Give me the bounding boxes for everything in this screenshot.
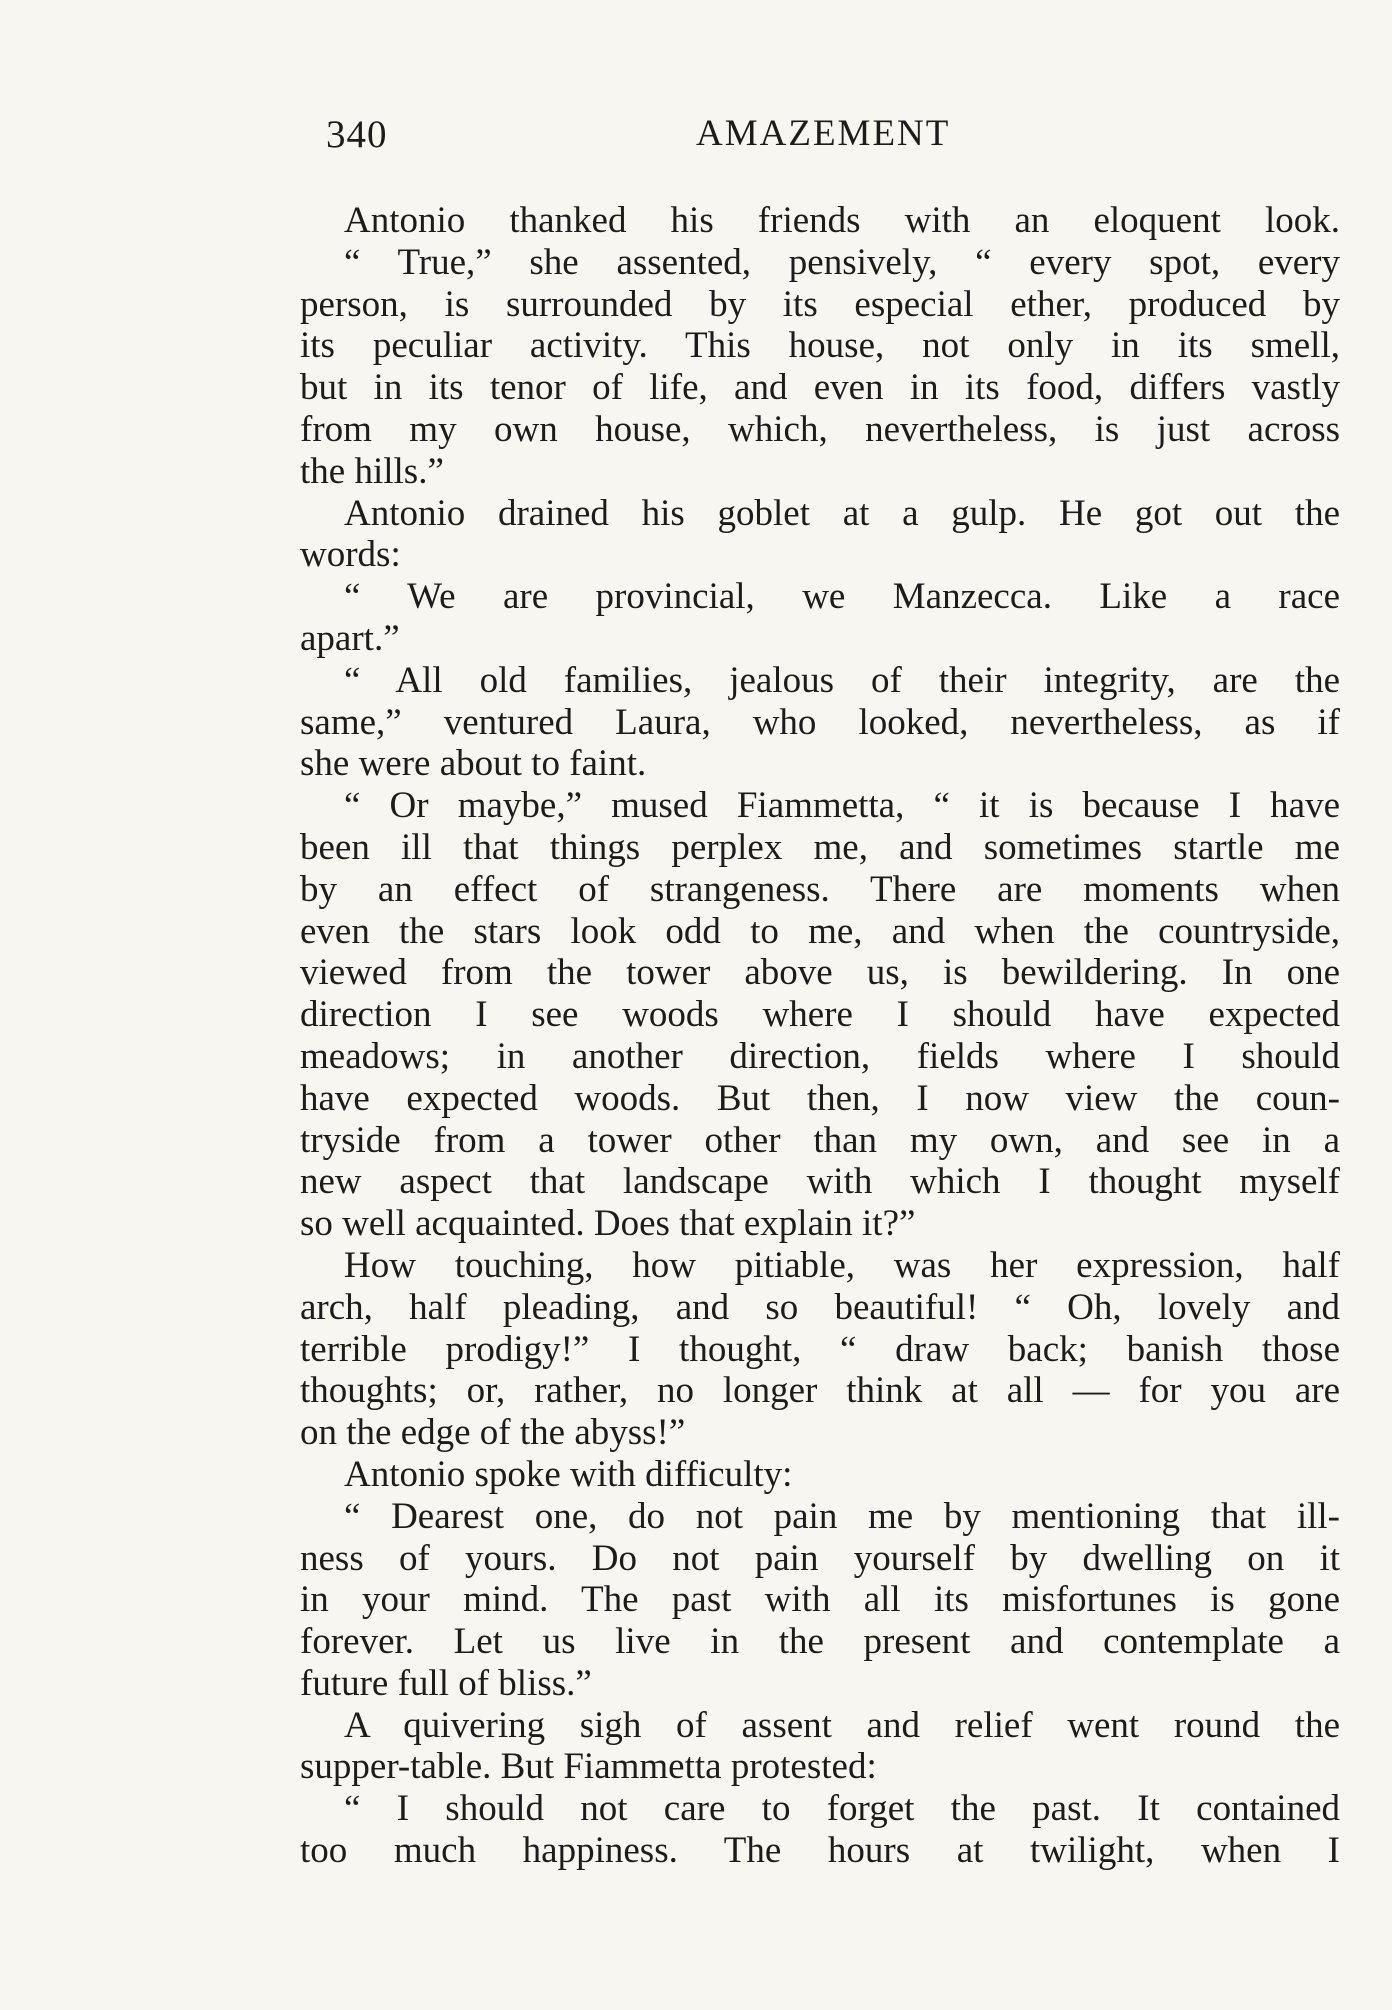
text-line: A quivering sigh of assent and relief went round the <box>344 1704 1340 1746</box>
text-line: new aspect that landscape with which I thought myself <box>300 1161 1340 1203</box>
text-line: “ I should not care to forget the past. It contained <box>344 1788 1340 1830</box>
text-line: terrible prodigy!” I thought, “ draw back; banish those <box>300 1328 1340 1370</box>
text-line: person, is surrounded by its especial ether, produced by <box>300 283 1340 325</box>
page-number: 340 <box>326 113 388 156</box>
text-line: too much happiness. The hours at twilight, when I <box>300 1830 1340 1872</box>
text-line: from my own house, which, nevertheless, is just across <box>300 408 1340 450</box>
text-line: ness of yours. Do not pain yourself by dwelling on it <box>300 1537 1340 1579</box>
text-line: tryside from a tower other than my own, and see in a <box>300 1119 1340 1161</box>
text-line: in your mind. The past with all its misfortunes is gone <box>300 1579 1340 1621</box>
text-line: arch, half pleading, and so beautiful! “ Oh, lovely and <box>300 1286 1340 1328</box>
text-line: she were about to faint. <box>300 743 647 785</box>
running-title: AMAZEMENT <box>696 113 951 154</box>
text-line: supper-table. But Fiammetta protested: <box>300 1746 877 1788</box>
text-line: even the stars look odd to me, and when the countryside, <box>300 910 1340 952</box>
text-line: meadows; in another direction, fields where I should <box>300 1035 1340 1077</box>
text-line: forever. Let us live in the present and contemplate a <box>300 1621 1340 1663</box>
running-header <box>300 112 1340 172</box>
text-line: “ Or maybe,” mused Fiammetta, “ it is because I have <box>344 785 1340 827</box>
text-line: so well acquainted. Does that explain it?” <box>300 1203 916 1245</box>
text-line: Antonio spoke with difficulty: <box>344 1453 793 1495</box>
text-line: apart.” <box>300 617 400 659</box>
text-line: on the edge of the abyss!” <box>300 1412 686 1454</box>
text-line: same,” ventured Laura, who looked, nevertheless, as if <box>300 701 1340 743</box>
text-line: have expected woods. But then, I now view the coun- <box>300 1077 1340 1119</box>
text-line: its peculiar activity. This house, not only in its smell, <box>300 325 1340 367</box>
text-line: “ Dearest one, do not pain me by mentioning that ill- <box>344 1495 1340 1537</box>
text-line: “ True,” she assented, pensively, “ every spot, every <box>344 241 1340 283</box>
text-line: been ill that things perplex me, and sometimes startle me <box>300 826 1340 868</box>
text-line: Antonio drained his goblet at a gulp. He got out the <box>344 492 1340 534</box>
text-line: but in its tenor of life, and even in its food, differs vastly <box>300 367 1340 409</box>
text-line: “ We are provincial, we Manzecca. Like a race <box>344 576 1340 618</box>
text-line: viewed from the tower above us, is bewildering. In one <box>300 952 1340 994</box>
text-line: future full of bliss.” <box>300 1662 592 1704</box>
body-text <box>300 200 1340 1872</box>
text-line: the hills.” <box>300 450 444 492</box>
text-line: by an effect of strangeness. There are moments when <box>300 868 1340 910</box>
text-line: words: <box>300 534 401 576</box>
text-line: Antonio thanked his friends with an eloquent look. <box>344 200 1340 241</box>
text-line: direction I see woods where I should have expected <box>300 994 1340 1036</box>
text-line: thoughts; or, rather, no longer think at all — for you are <box>300 1370 1340 1412</box>
text-line: “ All old families, jealous of their integrity, are the <box>344 659 1340 701</box>
text-line: How touching, how pitiable, was her expression, half <box>344 1244 1340 1286</box>
